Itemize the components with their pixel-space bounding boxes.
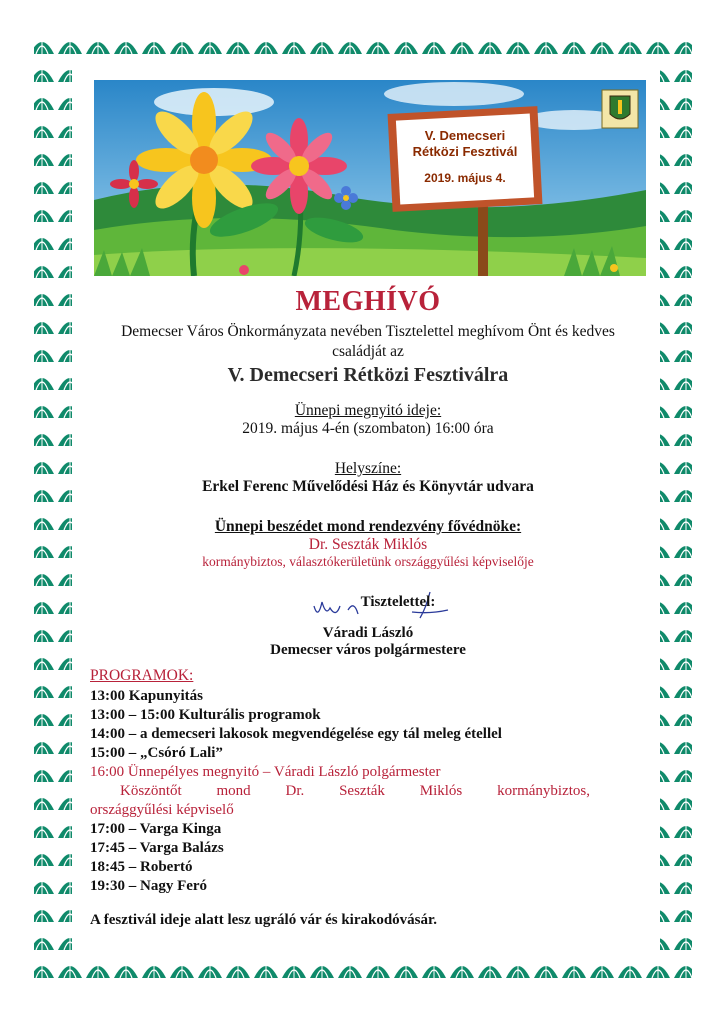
festival-name: V. Demecseri Rétközi Fesztiválra: [227, 364, 509, 386]
programs-heading: PROGRAMOK:: [90, 667, 194, 684]
speech-label: Ünnepi beszédet mond rendezvény fővédnöke:: [214, 518, 522, 535]
program-item: 17:00 – Varga Kinga: [90, 821, 222, 837]
program-item: 19:30 – Nagy Feró: [90, 878, 208, 894]
mayor-name: Váradi László: [322, 625, 414, 641]
program-item: 13:00 – 15:00 Kulturális programok: [90, 707, 321, 723]
invitation-title: MEGHÍVÓ: [295, 286, 441, 317]
intro-line2: családját az: [332, 343, 404, 360]
banner-illustration: [94, 80, 646, 276]
festival-banner: [94, 80, 646, 276]
mayor-title: Demecser város polgármestere: [270, 642, 466, 658]
speech-section: [90, 518, 646, 570]
coat-of-arms-icon: [600, 88, 640, 130]
program-item-greeting: Köszöntőt mond Dr. Seszták Miklós kormánybiztos,: [120, 783, 590, 799]
program-item: 15:00 – „Csóró Lali”: [90, 745, 223, 761]
sign-title-line1: V. Demecseri: [424, 128, 506, 143]
sign-title-line2: Rétközi Fesztivál: [412, 144, 518, 159]
program-item: 17:45 – Varga Balázs: [90, 840, 224, 856]
intro-line1: Demecser Város Önkormányzata nevében Tisztelettel meghívom Önt és kedves: [121, 323, 615, 340]
program-item: 14:00 – a demecseri lakosok megvendégelése egy tál meleg étellel: [90, 726, 502, 742]
venue-label: Helyszíne:: [334, 460, 402, 477]
closing-section: [90, 594, 646, 659]
program-item-opening: 16:00 Ünnepélyes megnyitó – Váradi László polgármester: [90, 764, 441, 780]
program-item: 18:45 – Robertó: [90, 859, 193, 875]
footer-note: A fesztivál ideje alatt lesz ugráló vár és kirakodóvásár.: [90, 912, 438, 928]
opening-label: Ünnepi megnyitó ideje:: [294, 402, 442, 419]
invitation-intro: [90, 322, 646, 362]
opening-value: 2019. május 4-én (szombaton) 16:00 óra: [242, 420, 494, 437]
venue-section: [90, 460, 646, 496]
program-item-greeting-cont: országgyűlési képviselő: [90, 802, 234, 818]
closing-greeting: Tisztelettel:: [360, 594, 436, 610]
speaker-role: kormánybiztos, választókerületünk országgyűlési képviselője: [202, 554, 534, 569]
venue-value: Erkel Ferenc Művelődési Ház és Könyvtár udvara: [202, 478, 534, 495]
opening-section: [90, 402, 646, 438]
sign-date: 2019. május 4.: [424, 171, 506, 185]
banner-sign: [400, 128, 530, 186]
program-item: 13:00 Kapunyitás: [90, 688, 203, 704]
speaker-name: Dr. Seszták Miklós: [308, 536, 428, 553]
